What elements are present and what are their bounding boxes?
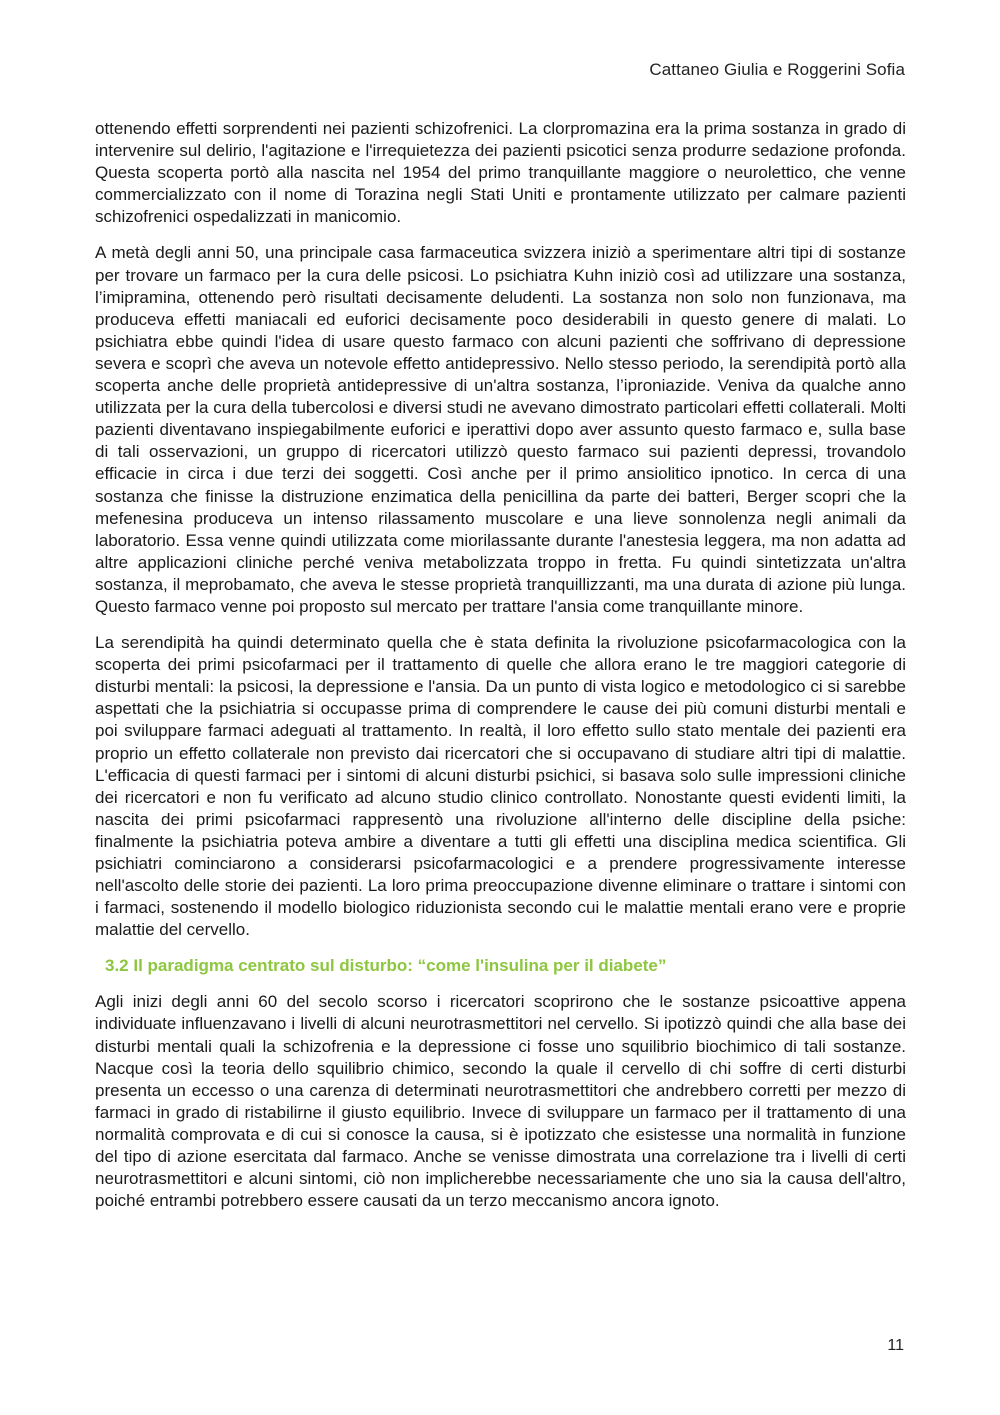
paragraph-rivoluzione-psicofarmacologica: La serendipità ha quindi determinato quella che è stata definita la rivoluzione psicofarmacologica con la scoperta dei primi psicofarmaci per il trattamento di quelle che allora erano le tre maggiori categorie di disturbi mentali: la psicosi, la depressione e l'ansia. Da un punto di vista logico e metodologico ci si sarebbe aspettati che la psichiatria si occupasse prima di comprendere le cause dei più comuni disturbi mentali e poi sviluppare farmaci adeguati al trattamento. In realtà, il loro effetto sullo stato mentale dei pazienti era proprio un effetto collaterale non previsto dai ricercatori che si occupavano di studiare altri tipi di malattie. L'efficacia di questi farmaci per i sintomi di alcuni disturbi psichici, si basava solo sulle impressioni cliniche dei ricercatori e non fu verificato ad alcuno studio clinico controllato. Nonostante questi evidenti limiti, la nascita dei primi psicofarmaci rappresentò una rivoluzione all'interno delle discipline della psiche: finalmente la psichiatria poteva ambire a diventare a tutti gli effetti una disciplina medica scientifica. Gli psichiatri cominciarono a considerarsi psicofarmacologici e a prendere progressivamente interesse nell'ascolto delle storie dei pazienti. La loro prima preoccupazione divenne eliminare o trattare i sintomi con i farmaci, sostenendo il modello biologico riduzionista secondo cui le malattie mentali erano vere e proprie malattie del cervello. xyxy=(95,633,906,940)
page-number: 11 xyxy=(887,1337,904,1354)
paragraph-antidepressivi-ansiolitici: A metà degli anni 50, una principale casa farmaceutica svizzera iniziò a sperimentare altri tipi di sostanze per trovare un farmaco per la cura delle psicosi. Lo psichiatra Kuhn iniziò così ad utilizzare una sostanza, l’imipramina, ottenendo però risultati decisamente deludenti. La sostanza non solo non funzionava, ma produceva effetti maniacali ed euforici decisamente poco desiderabili in questo genere di malati. Lo psichiatra ebbe quindi l'idea di usare questo farmaco con alcuni pazienti che soffrivano di depressione severa e scoprì che aveva un notevole effetto antidepressivo. Nello stesso periodo, la serendipità portò alla scoperta anche delle proprietà antidepressive di un'altra sostanza, l’iproniazide. Veniva da qualche anno utilizzata per la cura della tubercolosi e diversi studi ne avevano dimostrato particolari effetti collaterali. Molti pazienti diventavano inspiegabilmente euforici e iperattivi dopo aver assunto questo farmaco e, sulla base di tali osservazioni, un gruppo di ricercatori utilizzò questo farmaco sui pazienti depressi, trovandolo efficacie in circa i due terzi dei soggetti. Così anche per il primo ansiolitico ipnotico. In cerca di una sostanza che finisse la distruzione enzimatica della penicillina da parte dei batteri, Berger scopri che la mefenesina produceva un intenso rilassamento muscolare e una lieve sonnolenza negli animali da laboratorio. Essa venne quindi utilizzata come miorilassante durante l'anestesia leggera, ma non adatta ad altre applicazioni cliniche perché veniva metabolizzata troppo in fretta. Fu quindi sintetizzata un'altra sostanza, il meprobamato, che aveva le stesse proprietà tranquillizzanti, ma una durata di azione più lunga. Questo farmaco venne poi proposto sul mercato per trattare l'ansia come tranquillante minore. xyxy=(95,243,906,616)
paragraph-squilibrio-chimico: Agli inizi degli anni 60 del secolo scorso i ricercatori scoprirono che le sostanze psicoattive appena individuate influenzavano i livelli di alcuni neurotrasmettitori nel cervello. Si ipotizzò quindi che alla base dei disturbi mentali quali la schizofrenia e la depressione ci fosse uno squilibrio biochimico di tali sostanze. Nacque così la teoria dello squilibrio chimico, secondo la quale il cervello di chi soffre di certi disturbi presenta un eccesso o una carenza di determinati neurotrasmettitori che andrebbero corretti per mezzo di farmaci in grado di ristabilirne il giusto equilibrio. Invece di sviluppare un farmaco per il trattamento di una normalità comprovata e di cui si conosce la causa, si è ipotizzato che esistesse una normalità in funzione del tipo di azione esercitata dal farmaco. Anche se venisse dimostrata una correlazione tra i livelli di certi neurotrasmettitori e alcuni sintomi, ciò non implicherebbe necessariamente che uno sia la causa dell'altro, poiché entrambi potrebbero essere causati da un terzo meccanismo ancora ignoto. xyxy=(95,992,906,1211)
paragraph-clorpromazina: ottenendo effetti sorprendenti nei pazienti schizofrenici. La clorpromazina era la prima sostanza in grado di intervenire sul delirio, l'agitazione e l'irrequietezza dei pazienti psicotici senza produrre sedazione profonda. Questa scoperta portò alla nascita nel 1954 del primo tranquillante maggiore o neurolettico, che venne commercializzato con il nome di Torazina negli Stati Uniti e prontamente utilizzato per calmare pazienti schizofrenici ospedalizzati in manicomio. xyxy=(95,119,906,227)
document-body xyxy=(95,118,906,1226)
section-heading-3-2: 3.2 Il paradigma centrato sul disturbo: “come l'insulina per il diabete” xyxy=(105,956,667,976)
running-header-authors: Cattaneo Giulia e Roggerini Sofia xyxy=(649,60,905,79)
